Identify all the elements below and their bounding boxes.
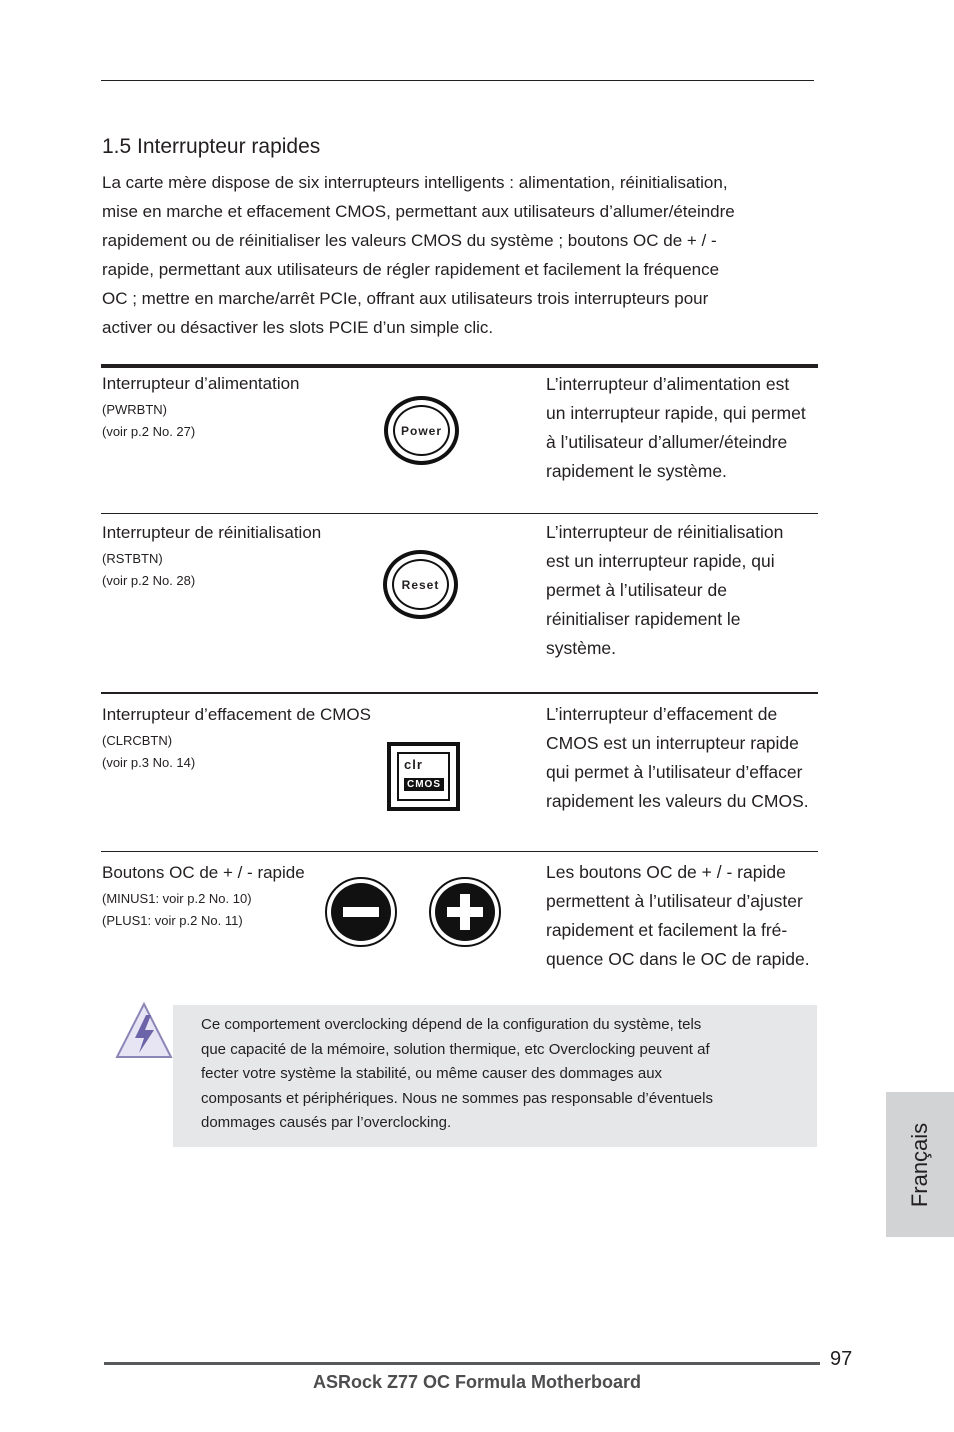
oc-plus-ref: (PLUS1: voir p.2 No. 11) [102, 913, 243, 928]
note-line: composants et périphériques. Nous ne sommes pas responsable d’éventuels [201, 1089, 713, 1107]
language-label: Français [907, 1122, 932, 1207]
intro-line: La carte mère dispose de six interrupteurs intelligents : alimentation, réinitialisation, [102, 173, 728, 192]
clear-cmos-switch-name: Interrupteur d’effacement de CMOS [102, 705, 371, 724]
row-divider [101, 692, 818, 694]
power-switch-ref: (voir p.2 No. 27) [102, 424, 196, 439]
note-line: fecter votre système la stabilité, ou même causer des dommages aux [201, 1065, 663, 1082]
desc-line: L’interrupteur de réinitialisation [546, 522, 784, 542]
intro-line: activer ou désactiver les slots PCIE d’un simple clic. [102, 318, 494, 337]
note-line: que capacité de la mémoire, solution thermique, etc Overclocking peuvent af [201, 1040, 710, 1058]
table-top-rule [101, 364, 818, 368]
reset-button-label: Reset [392, 559, 449, 610]
clear-cmos-switch-description [546, 700, 809, 816]
row-divider [101, 851, 818, 852]
clear-cmos-switch-ref: (voir p.3 No. 14) [102, 755, 196, 770]
intro-line: rapide, permettant aux utilisateurs de régler rapidement et facilement la fréquence [102, 260, 720, 279]
desc-line: permettent à l’utilisateur d’ajuster [546, 891, 803, 911]
desc-line: rapidement les valeurs du CMOS. [546, 791, 809, 811]
clear-cmos-inner-frame [397, 752, 450, 801]
reset-switch-name: Interrupteur de réinitialisation [102, 523, 322, 542]
clear-cmos-cmos-text: CMOS [404, 778, 444, 791]
power-switch-code: (PWRBTN) [102, 402, 167, 417]
power-button-icon [384, 396, 459, 465]
desc-line: rapidement et facilement la fré- [546, 920, 788, 940]
power-switch-description [546, 370, 806, 486]
note-line: Ce comportement overclocking dépend de la configuration du système, tels [201, 1016, 702, 1033]
note-line: dommages causés par l’overclocking. [201, 1114, 452, 1131]
desc-line: CMOS est un interrupteur rapide [546, 733, 799, 753]
oc-minus-ref: (MINUS1: voir p.2 No. 10) [102, 891, 252, 906]
desc-line: un interrupteur rapide, qui permet [546, 403, 806, 423]
desc-line: qui permet à l’utilisateur d’effacer [546, 762, 803, 782]
footer-rule [104, 1362, 820, 1365]
oc-buttons-description [546, 858, 810, 974]
intro-paragraph [102, 168, 842, 342]
intro-line: OC ; mettre en marche/arrêt PCIe, offrant aux utilisateurs trois interrupteurs pour [102, 289, 709, 308]
desc-line: L’interrupteur d’alimentation est [546, 374, 790, 394]
desc-line: système. [546, 638, 617, 658]
clear-cmos-clr-text: clr [404, 757, 423, 772]
section-title: 1.5 Interrupteur rapides [102, 135, 321, 158]
desc-line: L’interrupteur d’effacement de [546, 704, 778, 724]
reset-switch-description [546, 518, 783, 663]
desc-line: Les boutons OC de + / - rapide [546, 862, 786, 882]
desc-line: à l’utilisateur d’allumer/éteindre [546, 432, 788, 452]
minus-button-icon [324, 876, 398, 948]
desc-line: permet à l’utilisateur de [546, 580, 727, 600]
warning-lightning-icon [113, 1000, 175, 1062]
desc-line: rapidement le système. [546, 461, 727, 481]
plus-button-icon [428, 876, 502, 948]
page-number: 97 [830, 1348, 853, 1370]
reset-switch-code: (RSTBTN) [102, 551, 163, 566]
intro-line: mise en marche et effacement CMOS, permettant aux utilisateurs d’allumer/éteindre [102, 202, 735, 221]
power-switch-name: Interrupteur d’alimentation [102, 374, 300, 393]
language-side-tab [886, 1092, 954, 1237]
overclocking-note [201, 1013, 801, 1136]
desc-line: quence OC dans le OC de rapide. [546, 949, 810, 969]
desc-line: réinitialiser rapidement le [546, 609, 741, 629]
top-rule [101, 80, 814, 81]
reset-button-icon [383, 550, 458, 619]
power-button-label: Power [393, 405, 450, 456]
intro-line: rapidement ou de réinitialiser les valeurs CMOS du système ; boutons OC de + / - [102, 231, 717, 250]
clear-cmos-button-icon [387, 742, 460, 811]
clear-cmos-switch-code: (CLRCBTN) [102, 733, 173, 748]
oc-buttons-name: Boutons OC de + / - rapide [102, 863, 305, 882]
footer-title: ASRock Z77 OC Formula Motherboard [312, 1372, 642, 1392]
desc-line: est un interrupteur rapide, qui [546, 551, 775, 571]
reset-switch-ref: (voir p.2 No. 28) [102, 573, 196, 588]
row-divider [101, 513, 818, 514]
